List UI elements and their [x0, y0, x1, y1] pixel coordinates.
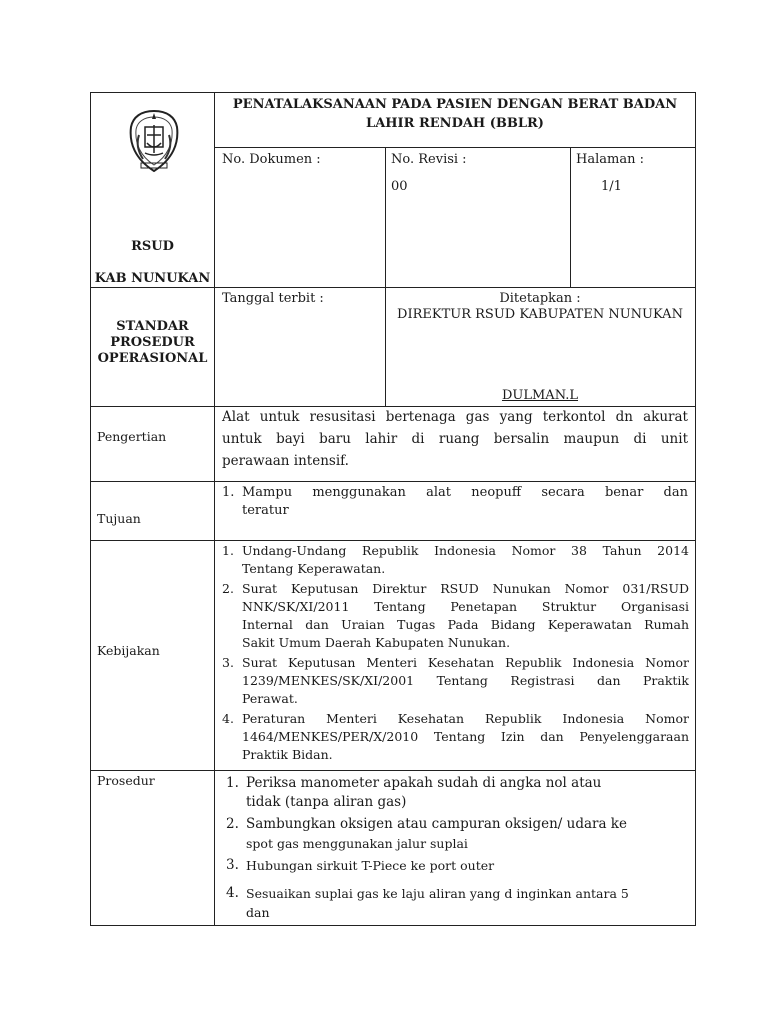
row-divider: [91, 287, 695, 288]
list-item-line: 1464/MENKES/PER/X/2010 Tentang Izin dan Penyelenggaraan: [242, 728, 689, 744]
approved-label: Ditetapkan :: [499, 291, 581, 306]
list-item-line: NNK/SK/XI/2011 Tentang Penetapan Struktur Organisasi: [242, 598, 689, 614]
list-item: [215, 654, 689, 709]
kebijakan-list: [215, 542, 689, 765]
organization-name: RSUD: [131, 239, 174, 254]
list-item-number: 2.: [226, 816, 239, 832]
list-item-line: 1239/MENKES/SK/XI/2001 Tentang Registrasi dan Praktik: [242, 673, 689, 689]
list-item-line: Sambungkan oksigen atau campuran oksigen/ udara ke: [246, 816, 627, 832]
list-item-line: Sakit Umum Daerah Kabupaten Nunukan.: [242, 635, 511, 651]
list-item-number: 3.: [226, 857, 239, 873]
row-divider: [91, 481, 695, 482]
tujuan-label: Tujuan: [97, 511, 141, 526]
tujuan-list: [222, 484, 688, 520]
page-value: 1/1: [601, 179, 622, 194]
list-item-line: Tentang Keperawatan.: [242, 561, 386, 577]
list-item-line: Surat Keputusan Menteri Kesehatan Republik Indonesia Nomor: [242, 654, 689, 670]
sop-label-line2: PROSEDUR: [110, 335, 195, 350]
list-item-number: 1.: [222, 543, 234, 558]
row-divider: [91, 770, 695, 771]
column-divider: [214, 93, 215, 925]
sop-label: [91, 319, 214, 367]
pengertian-label: Pengertian: [97, 429, 167, 444]
sop-label-line3: OPERASIONAL: [97, 351, 208, 366]
list-item-number: 4.: [226, 885, 239, 901]
document-title-line2: LAHIR RENDAH (BBLR): [366, 116, 544, 131]
list-item-line: Undang-Undang Republik Indonesia Nomor 38 Tahun 2014: [242, 543, 689, 558]
list-item-line: Hubungan sirkuit T-Piece ke port outer: [246, 858, 495, 873]
document-title-line1: PENATALAKSANAAN PADA PASIEN DENGAN BERAT BADAN: [232, 97, 678, 112]
list-item-line: Praktik Bidan.: [242, 747, 333, 763]
sop-label-line1: STANDAR: [116, 319, 189, 334]
pengertian-line1: Alat untuk resusitasi bertenaga gas yang terkontol dn akurat: [222, 409, 688, 425]
list-item-line: Periksa manometer apakah sudah di angka nol atau: [246, 775, 602, 791]
tujuan-line2: teratur: [242, 503, 289, 518]
document-title: [215, 95, 695, 133]
pengertian-line2: untuk bayi baru lahir di ruang bersalin maupun di unit: [222, 431, 688, 447]
tujuan-line1: Mampu menggunakan alat neopuff secara benar dan: [242, 485, 688, 500]
list-item: [215, 710, 689, 765]
signatory-name: DULMAN.L: [501, 388, 579, 403]
list-item: [219, 884, 689, 922]
list-item-line: Sesuaikan suplai gas ke laju aliran yang d inginkan antara 5: [246, 886, 629, 901]
row-divider: [91, 540, 695, 541]
list-item-line: Surat Keputusan Direktur RSUD Nunukan Nomor 031/RSUD: [242, 580, 689, 596]
revision-label: No. Revisi :: [391, 152, 467, 167]
revision-value: 00: [391, 179, 408, 194]
pengertian-line3: perawaan intensif.: [222, 453, 349, 469]
list-item-number: 3.: [222, 654, 234, 670]
document-number-label: No. Dokumen :: [222, 152, 321, 167]
pengertian-text: [222, 406, 688, 472]
page-label: Halaman :: [576, 152, 644, 167]
list-item-line: Perawat.: [242, 691, 298, 707]
list-item-number: 1.: [222, 485, 235, 500]
regency-emblem-icon: [125, 105, 183, 177]
column-divider: [570, 148, 571, 287]
list-item-number: 4.: [222, 710, 234, 726]
list-item: [219, 856, 689, 875]
list-item: [215, 580, 689, 653]
list-item: [219, 774, 689, 812]
approved-by: DIREKTUR RSUD KABUPATEN NUNUKAN: [397, 307, 683, 322]
list-item: [219, 815, 689, 853]
prosedur-list: [219, 774, 689, 922]
list-item: [222, 484, 688, 520]
kebijakan-label: Kebijakan: [97, 643, 160, 658]
list-item-line: Peraturan Menteri Kesehatan Republik Indonesia Nomor: [242, 710, 689, 726]
list-item-number: 2.: [222, 580, 234, 596]
organization-regency: KAB NUNUKAN: [94, 271, 211, 286]
prosedur-label: Prosedur: [97, 773, 155, 788]
sop-document: [90, 92, 696, 926]
list-item-line: tidak (tanpa aliran gas): [246, 794, 407, 810]
issue-date-label: Tanggal terbit :: [222, 291, 324, 306]
list-item: [215, 542, 689, 579]
list-item-line: dan: [246, 905, 270, 920]
list-item-line: spot gas menggunakan jalur suplai: [246, 836, 468, 851]
list-item-line: Internal dan Uraian Tugas Pada Bidang Keperawatan Rumah: [242, 617, 689, 633]
column-divider: [385, 148, 386, 287]
list-item-number: 1.: [226, 775, 239, 791]
row-divider: [215, 147, 695, 148]
